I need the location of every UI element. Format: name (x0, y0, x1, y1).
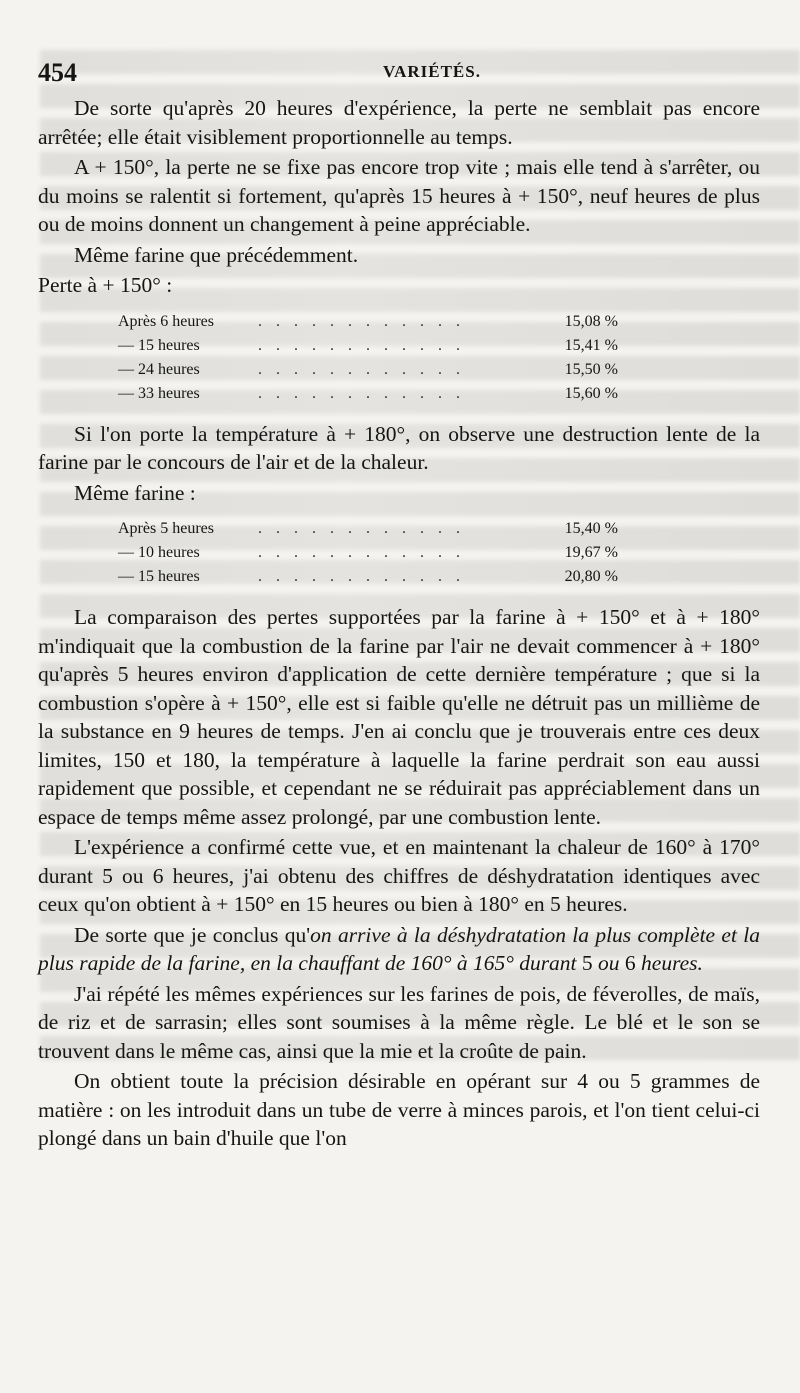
table-cell-label: — 15 heures (118, 336, 200, 354)
loss-table-180 (118, 517, 618, 589)
paragraph: Même farine que précédemment. (74, 242, 359, 267)
table-row (118, 565, 618, 589)
table-row (118, 517, 618, 541)
table-cell-label: — 10 heures (118, 544, 200, 561)
table-cell-label: — 24 heures (118, 360, 200, 378)
loss-table-150 (118, 310, 618, 406)
table-cell-value: 15,60 % (564, 384, 618, 402)
table-row (118, 310, 618, 334)
italic-run: ou (598, 951, 620, 975)
text-run: 5 (576, 951, 599, 975)
body-text (38, 94, 760, 1155)
table-cell-value: 20,80 % (564, 568, 618, 585)
table-cell-value: 15,40 % (564, 520, 618, 537)
table-cell-value: 15,50 % (564, 360, 618, 378)
table-cell-dots: . . . . . . . . . . . . (258, 520, 465, 537)
paragraph: De sorte qu'après 20 heures d'expérience, la perte ne semblait pas encore arrêtée; elle était visiblement proportionnelle au temps. (38, 96, 760, 149)
table-cell-label: — 15 heures (118, 568, 200, 585)
page-header (38, 58, 752, 90)
table-cell-dots: . . . . . . . . . . . . (258, 384, 465, 402)
text-run: De sorte que je conclus qu' (74, 922, 311, 947)
table-caption: Perte à + 150° : (38, 273, 173, 297)
paragraph: A + 150°, la perte ne se fixe pas encore trop vite ; mais elle tend à s'arrêter, ou du moins se ralentit si fortement, qu'après 15 heures à + 150°, neuf heures de plus ou de moins donnent un changement à peine appréciable. (38, 155, 760, 236)
italic-run: on arrive à la déshydratation la plus complète et la plus rapide de la farine, en la chauffant de 160° à 165° durant (38, 922, 760, 975)
paragraph: La comparaison des pertes supportées par la farine à + 150° et à + 180° m'indiquait que la combustion de la farine par l'air ne devait commencer à + 180° qu'après 5 heures environ d'application de cette dernière température ; que si la combustion s'opère à + 150°, elle est si faible qu'elle ne détruit pas un millième de la substance en 9 heures de temps. J'en ai conclu que je trouverais entre ces deux limites, 150 et 180, la température à laquelle la farine perdrait son eau aussi rapidement que possible, et cependant ne se réduirait pas appréciablement dans un espace de temps même assez prolongé, par une combustion lente. (38, 605, 760, 829)
table-cell-label: — 33 heures (118, 384, 200, 402)
table-row (118, 358, 618, 382)
table-cell-dots: . . . . . . . . . . . . (258, 568, 465, 585)
table-cell-dots: . . . . . . . . . . . . (258, 336, 465, 354)
table-cell-value: 15,41 % (564, 336, 618, 354)
table-caption: Même farine : (74, 480, 196, 505)
paragraph-conclusion (38, 921, 760, 978)
text-run: 6 (619, 951, 642, 975)
table-cell-label: Après 5 heures (118, 520, 214, 537)
running-head: VARIÉTÉS. (383, 62, 481, 81)
table-row (118, 382, 618, 406)
table-cell-dots: . . . . . . . . . . . . (258, 544, 465, 561)
table-cell-value: 19,67 % (564, 544, 618, 561)
table-row (118, 541, 618, 565)
italic-run: heures. (641, 951, 703, 975)
table-row (118, 334, 618, 358)
page-number: 454 (38, 58, 77, 87)
table-cell-dots: . . . . . . . . . . . . (258, 312, 465, 330)
table-cell-label: Après 6 heures (118, 312, 214, 330)
paragraph: L'expérience a confirmé cette vue, et en maintenant la chaleur de 160° à 170° durant 5 ou 6 heures, j'ai obtenu des chiffres de déshydratation identiques avec ceux qu'on obtient à + 150° en 15 heures ou bien à 180° en 5 heures. (38, 835, 760, 916)
table-cell-value: 15,08 % (564, 312, 618, 330)
paragraph: On obtient toute la précision désirable en opérant sur 4 ou 5 grammes de matière : on les introduit dans un tube de verre à minces parois, et l'on tient celui-ci plongé dans un bain d'huile que l'on (38, 1069, 760, 1150)
table-cell-dots: . . . . . . . . . . . . (258, 360, 465, 378)
paragraph: Si l'on porte la température à + 180°, on observe une destruction lente de la farine par le concours de l'air et de la chaleur. (38, 421, 760, 474)
paragraph: J'ai répété les mêmes expériences sur les farines de pois, de féverolles, de maïs, de riz et de sarrasin; elles sont soumises à la même règle. Le blé et le son se trouvent dans le même cas, ainsi que la mie et la croûte de pain. (38, 981, 760, 1063)
